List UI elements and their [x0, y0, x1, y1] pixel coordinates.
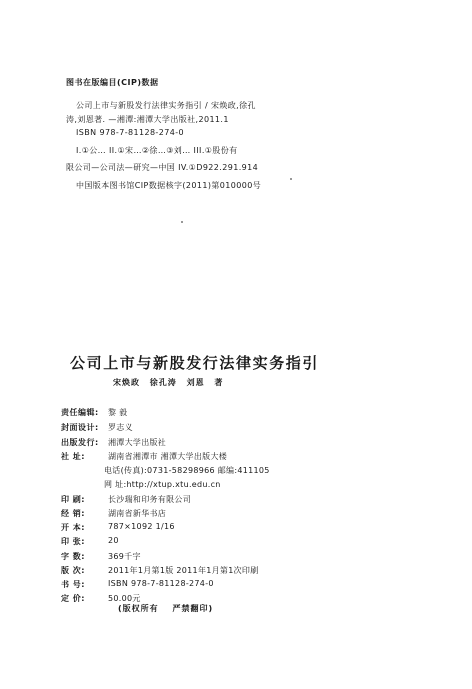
- pub-label: 定 价:: [61, 594, 85, 603]
- pub-value: 电话(传真):0731-58298966 邮编:411105: [104, 466, 270, 475]
- book-authors: 宋焕政 徐孔涛 刘恩 著: [113, 378, 224, 387]
- cip-line: 限公司—公司法—研究—中国 IV.①D922.291.914: [66, 163, 259, 172]
- pub-value: 2011年1月第1版 2011年1月第1次印刷: [108, 566, 259, 575]
- book-title: 公司上市与新股发行法律实务指引: [70, 354, 320, 372]
- pub-label: 字 数:: [61, 552, 85, 561]
- pub-label: 版 次:: [61, 566, 85, 575]
- pub-label: 出版发行:: [61, 438, 99, 447]
- cip-line: 中国版本图书馆CIP数据核字(2011)第010000号: [76, 181, 262, 190]
- pub-value: 罗志义: [108, 423, 133, 432]
- pub-label: 书 号:: [61, 580, 85, 589]
- scan-speck: [290, 178, 292, 180]
- cip-line: I.①公… II.①宋…②徐…③刘… III.①股份有: [76, 146, 238, 155]
- pub-value: 369千字: [108, 552, 141, 561]
- pub-value: 50.00元: [108, 594, 141, 603]
- pub-value: 湖南省湘潭市 湘潭大学出版大楼: [108, 452, 228, 461]
- pub-value: 787×1092 1/16: [108, 522, 175, 531]
- cip-line: ISBN 978-7-81128-274-0: [76, 128, 184, 137]
- cip-line: 公司上市与新股发行法律实务指引 / 宋焕政,徐孔: [76, 101, 256, 110]
- pub-value: 20: [108, 536, 119, 545]
- pub-value: 网 址:http://xtup.xtu.edu.cn: [104, 480, 221, 489]
- pub-label: 经 销:: [61, 509, 85, 518]
- pub-label: 印 张:: [61, 537, 85, 546]
- pub-label: 印 刷:: [61, 495, 85, 504]
- cip-line: 涛,刘恩著. —湘潭:湘潭大学出版社,2011.1: [66, 115, 229, 124]
- scan-speck: [181, 221, 183, 223]
- cip-heading: 图书在版编目(CIP)数据: [66, 78, 159, 87]
- pub-label: 责任编辑:: [61, 408, 99, 417]
- pub-label: 社 址:: [61, 452, 85, 461]
- copyright-notice: (版权所有 严禁翻印): [118, 604, 214, 613]
- pub-value: 湖南省新华书店: [108, 509, 167, 518]
- pub-label: 开 本:: [61, 523, 85, 532]
- pub-value: ISBN 978-7-81128-274-0: [108, 579, 214, 588]
- pub-value: 黎 毅: [108, 408, 128, 417]
- pub-value: 湘潭大学出版社: [108, 438, 167, 447]
- pub-label: 封面设计:: [61, 423, 99, 432]
- pub-value: 长沙瑞和印务有限公司: [108, 495, 191, 504]
